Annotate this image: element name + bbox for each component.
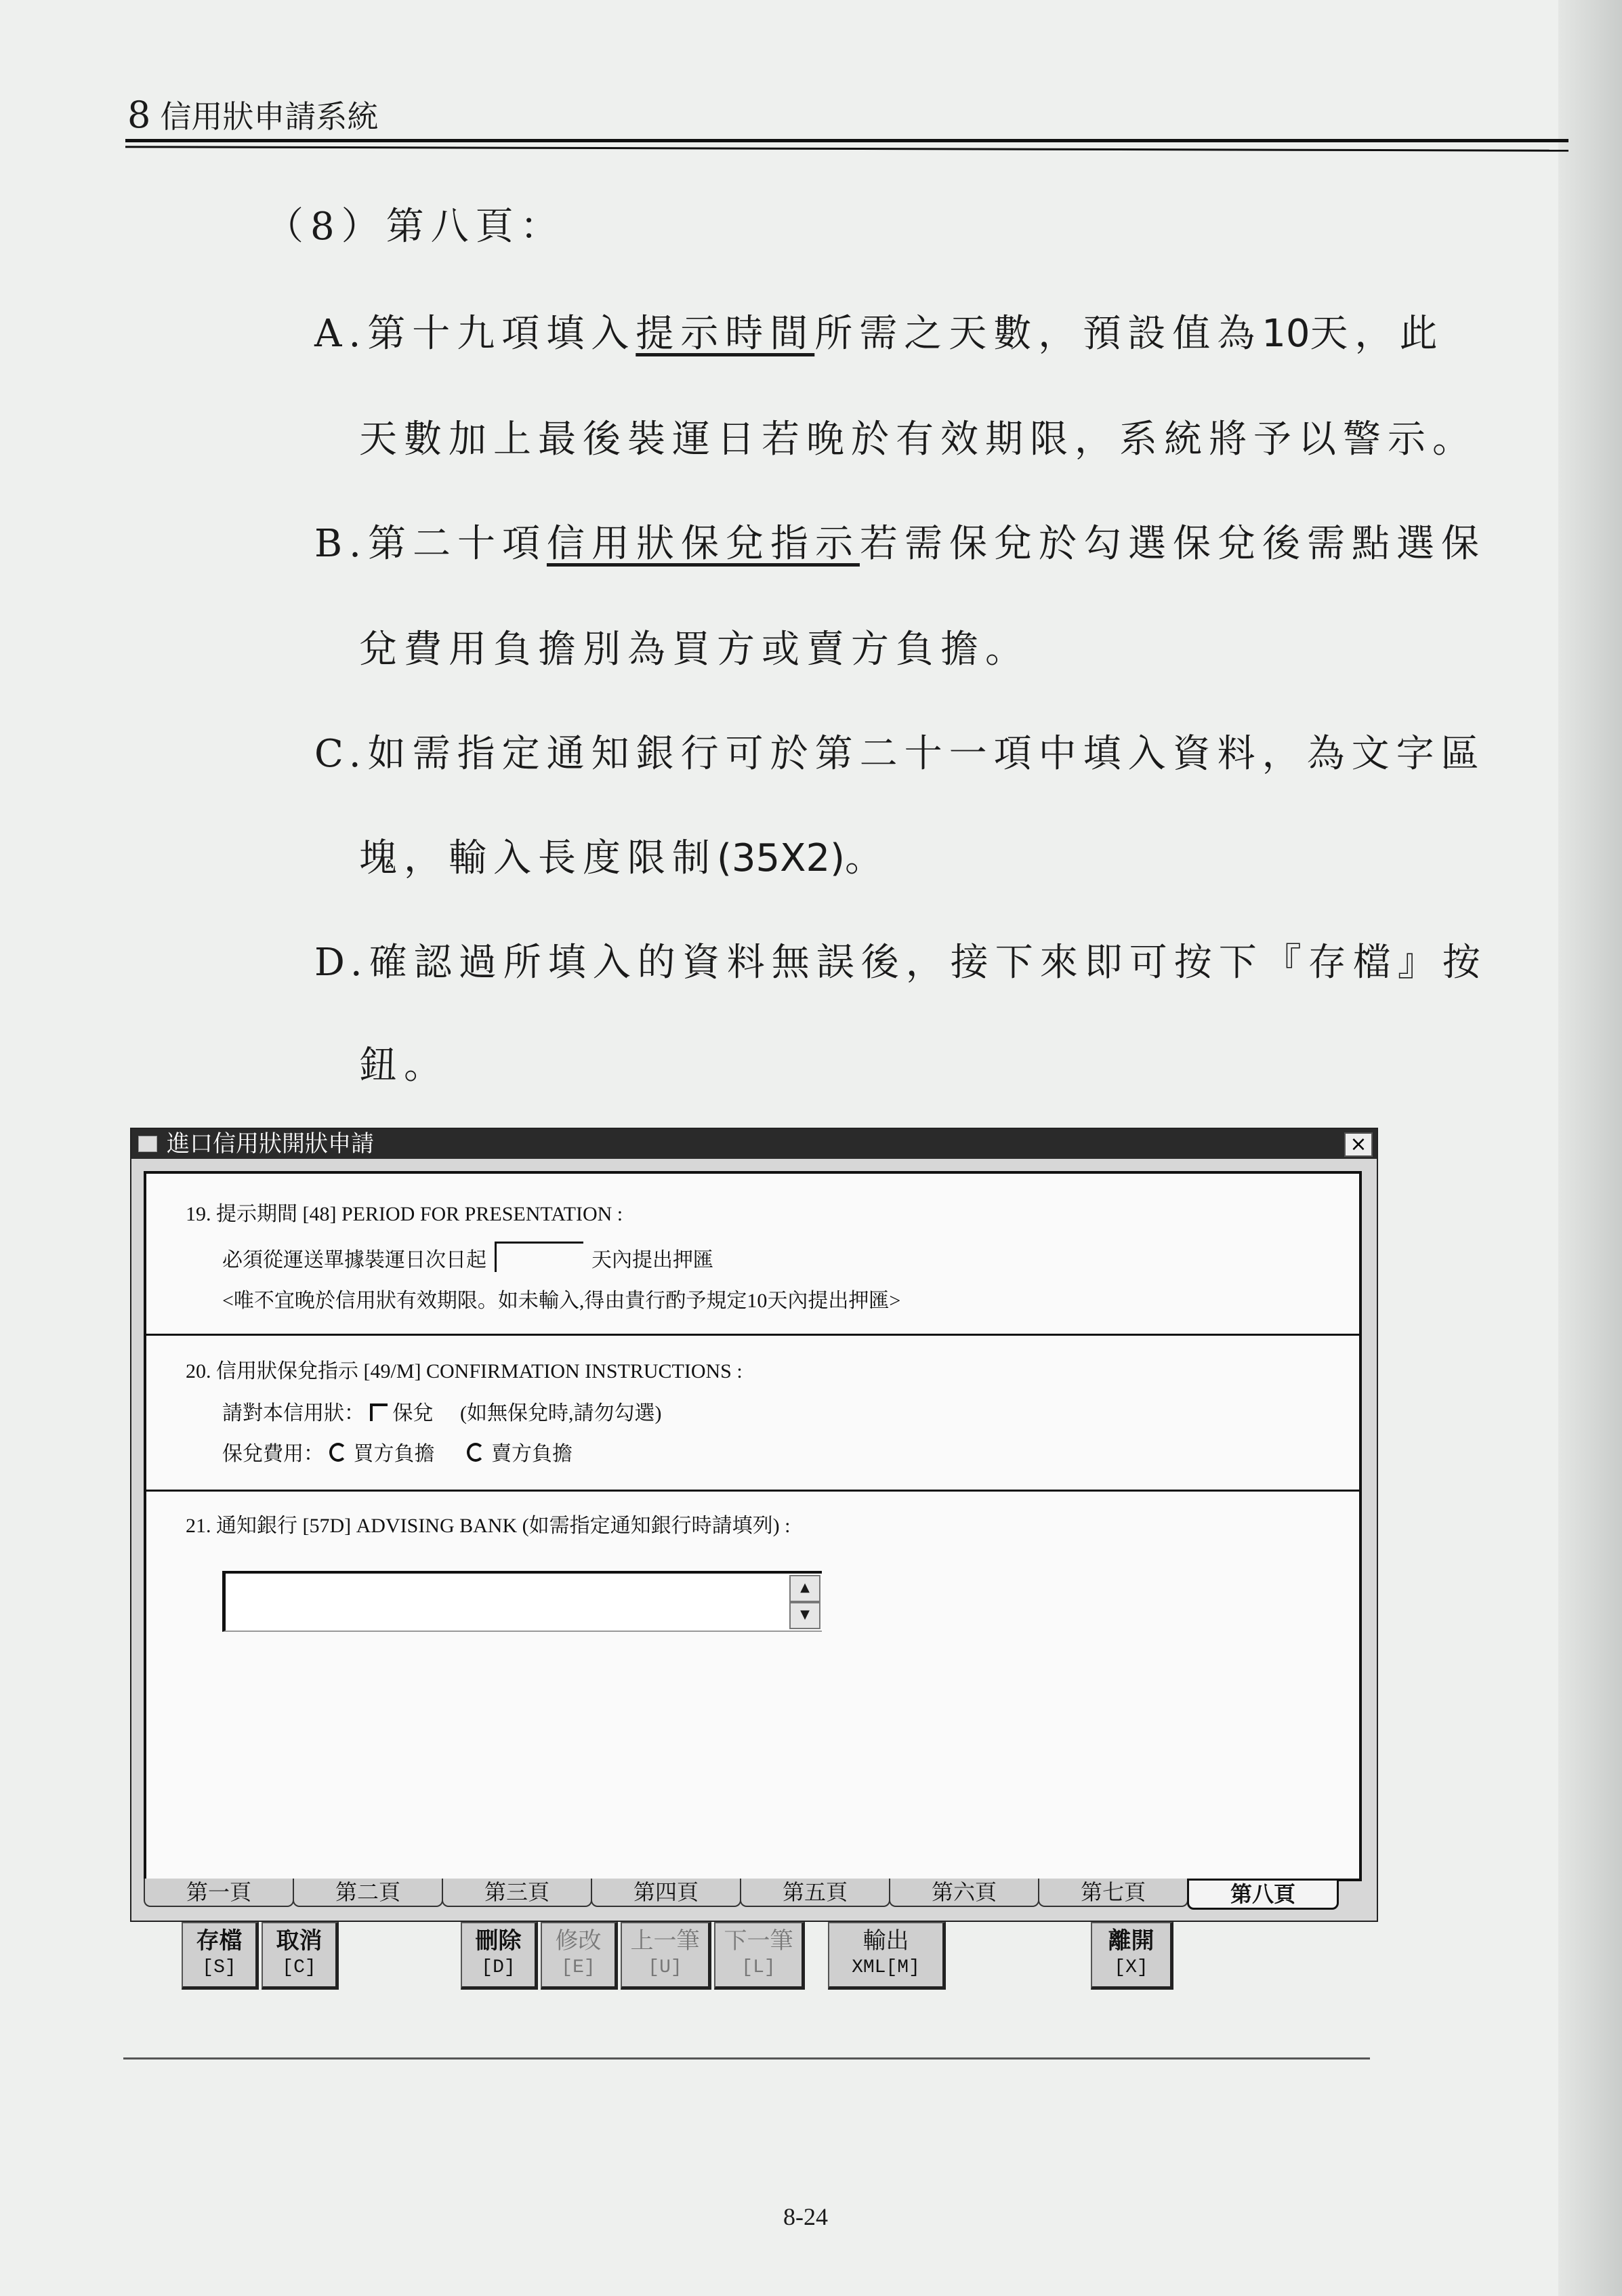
header-rule-thin: [125, 146, 1568, 152]
days-input[interactable]: [495, 1242, 583, 1272]
save-label: 存檔: [196, 1927, 243, 1954]
item-b-line1: [314, 514, 1486, 568]
delete-button[interactable]: [461, 1922, 538, 1990]
item-c-limit: (35X2): [717, 836, 845, 880]
form-panel: [144, 1171, 1362, 1881]
next-record-button[interactable]: [714, 1922, 805, 1990]
export-label: 輸出: [862, 1927, 909, 1954]
item-c-line2-pre: 塊，輸入長度限制: [359, 836, 717, 880]
tab-page-1[interactable]: 第一頁: [144, 1879, 294, 1907]
s19-title: 19. 提示期間 [48] PERIOD FOR PRESENTATION :: [186, 1203, 623, 1225]
cancel-label: 取消: [276, 1927, 323, 1954]
s19-suffix: 天內提出押匯: [591, 1249, 713, 1271]
window-app-icon: [138, 1136, 157, 1152]
running-header: [127, 92, 378, 137]
confirmation-label: 保兌: [392, 1402, 434, 1424]
edit-shortcut: [E]: [561, 1957, 596, 1978]
tab-page-6[interactable]: 第六頁: [889, 1879, 1039, 1907]
item-a-number: 10: [1262, 312, 1310, 356]
exit-shortcut: [X]: [1114, 1957, 1148, 1978]
tab-page-8[interactable]: 第八頁: [1187, 1879, 1339, 1910]
scroll-down-icon[interactable]: ▼: [789, 1602, 820, 1629]
save-button[interactable]: [182, 1922, 259, 1990]
advising-bank-textarea[interactable]: [222, 1571, 822, 1632]
section-title: （8）第八頁：: [266, 205, 565, 249]
chapter-title: 信用狀申請系統: [160, 98, 379, 135]
seller-label: 賣方負擔: [491, 1443, 573, 1465]
item-b-underlined: 信用狀保兌指示: [546, 522, 860, 566]
cancel-button[interactable]: [262, 1922, 339, 1990]
scroll-up-icon[interactable]: ▲: [789, 1575, 820, 1602]
page-tabs: [144, 1879, 1363, 1911]
item-b-end: 若需保兌於勾選保兌後需點選保: [859, 522, 1486, 566]
window-title: 進口信用狀開狀申請: [167, 1130, 374, 1157]
s20-fee-label: 保兌費用：: [222, 1443, 324, 1465]
item-a-underlined: 提示時間: [636, 312, 815, 356]
tab-page-4[interactable]: 第四頁: [591, 1879, 741, 1907]
section-20: [146, 1334, 1359, 1492]
item-c-line2-end: 。: [844, 836, 890, 880]
buyer-radio[interactable]: [329, 1443, 347, 1462]
close-button[interactable]: ×: [1344, 1132, 1373, 1157]
edit-label: 修改: [555, 1927, 602, 1954]
save-shortcut: [S]: [202, 1957, 236, 1978]
s19-row: [222, 1242, 713, 1273]
item-a-mid: 所需之天數，預設值為: [814, 312, 1262, 356]
next-label: 下一筆: [724, 1927, 793, 1954]
tab-page-5[interactable]: 第五頁: [740, 1879, 890, 1907]
delete-shortcut: [D]: [481, 1957, 516, 1978]
item-a-line1: [314, 304, 1444, 358]
page-edge-shadow: [1558, 0, 1622, 2296]
s19-prefix: 必須從運送單據裝運日次日起: [222, 1249, 486, 1271]
seller-radio[interactable]: [467, 1443, 484, 1462]
previous-label: 上一筆: [630, 1927, 700, 1954]
item-d-line2: 鈕。: [359, 1044, 449, 1088]
app-window: [130, 1128, 1378, 1922]
exit-button[interactable]: [1091, 1922, 1173, 1990]
export-shortcut: XML[M]: [852, 1957, 920, 1978]
item-b-prefix: B.第二十項: [314, 522, 547, 566]
previous-record-button[interactable]: [621, 1922, 711, 1990]
item-b-line2: 兌費用負擔別為買方或賣方負擔。: [359, 628, 1030, 672]
section-19: [146, 1174, 1359, 1336]
export-xml-button[interactable]: [828, 1922, 946, 1990]
chapter-number: 8: [127, 94, 151, 136]
tab-page-2[interactable]: 第二頁: [293, 1879, 443, 1907]
s20-hint: (如無保兌時,請勿勾選): [460, 1402, 662, 1424]
s20-title: 20. 信用狀保兌指示 [49/M] CONFIRMATION INSTRUCTIONS :: [186, 1360, 743, 1382]
page-number: 8-24: [783, 2203, 828, 2230]
bottom-rule: [123, 2057, 1370, 2059]
tab-page-3[interactable]: 第三頁: [442, 1879, 592, 1907]
previous-shortcut: [U]: [648, 1957, 682, 1978]
item-a-line2: 天數加上最後裝運日若晚於有效期限，系統將予以警示。: [359, 417, 1477, 462]
buyer-label: 買方負擔: [353, 1443, 435, 1465]
tab-page-7[interactable]: 第七頁: [1038, 1879, 1188, 1907]
section-21: [146, 1490, 1359, 1869]
s20-ask: 請對本信用狀：: [222, 1402, 365, 1424]
s21-title: 21. 通知銀行 [57D] ADVISING BANK (如需指定通知銀行時請填列) :: [186, 1515, 791, 1537]
next-shortcut: [L]: [741, 1957, 776, 1978]
header-rule: [125, 139, 1568, 142]
item-d-line1: D.確認過所填入的資料無誤後，接下來即可按下『存檔』按: [314, 941, 1487, 985]
edit-button[interactable]: [541, 1922, 618, 1990]
s20-fee-row: [222, 1437, 573, 1467]
item-c-line2: [359, 828, 890, 882]
delete-label: 刪除: [475, 1927, 522, 1954]
item-a-end: 天，此: [1310, 312, 1444, 356]
item-c-line1: C.如需指定通知銀行可於第二十一項中填入資料，為文字區: [314, 732, 1486, 776]
s20-confirm-row: [222, 1396, 661, 1426]
window-titlebar: [131, 1129, 1377, 1159]
confirmation-checkbox[interactable]: [370, 1403, 388, 1421]
s19-note: <唯不宜晚於信用狀有效期限。如未輸入,得由貴行酌予規定10天內提出押匯>: [222, 1290, 901, 1312]
item-a-prefix: A.第十九項填入: [314, 312, 636, 356]
cancel-shortcut: [C]: [282, 1957, 316, 1978]
exit-label: 離開: [1108, 1927, 1155, 1954]
